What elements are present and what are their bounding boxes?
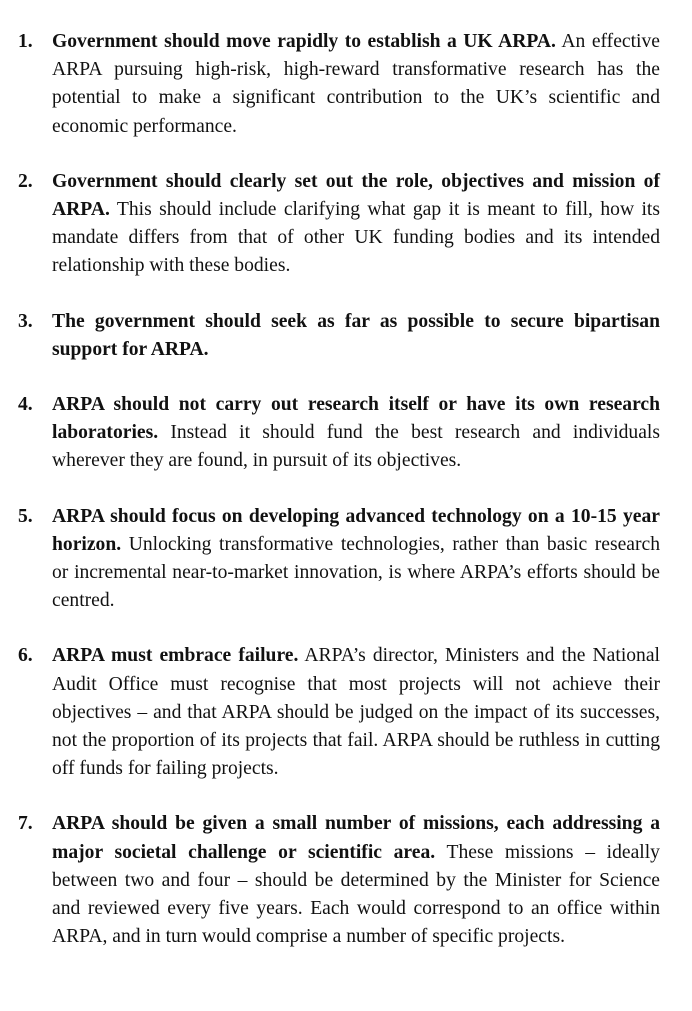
recommendation-number: 1. [18, 31, 33, 52]
recommendation-body: This should include clarifying what gap it is meant to fill, how its mandate differs from that of other UK funding bodies and its intended relationship with these bodies. [52, 199, 660, 277]
recommendation-number: 6. [18, 645, 33, 667]
recommendation-6 [0, 642, 660, 783]
recommendation-heading: The government should seek as far as possible to secure bipartisan support for ARPA. [52, 310, 660, 360]
recommendation-body: These missions – ideally between two and four – should be determined by the Minister for Science and reviewed every five years. Each would correspond to an office within ARPA, and in turn would comprise a number of specific projects. [52, 841, 660, 948]
recommendation-body: ARPA’s director, Ministers and the National Audit Office must recognise that most projects will not achieve their objectives – and that ARPA should be judged on the impact of its successes, not the proportion of its projects that fail. ARPA should be ruthless in cutting off funds for failing projects. [52, 645, 660, 780]
recommendation-number: 3. [18, 310, 33, 332]
recommendation-heading: Government should move rapidly to establish a UK ARPA. [52, 31, 556, 52]
recommendation-body: Unlocking transformative technologies, rather than basic research or incremental near-to-market innovation, is where ARPA’s efforts should be centred. [52, 533, 660, 612]
recommendation-3 [0, 308, 660, 364]
recommendation-body: Instead it should fund the best research and individuals wherever they are found, in pursuit of its objectives. [52, 422, 660, 472]
recommendation-number: 4. [18, 394, 33, 416]
recommendation-4 [0, 391, 660, 476]
recommendation-number: 7. [18, 813, 33, 835]
recommendation-number: 5. [18, 505, 33, 527]
recommendation-5 [0, 503, 660, 616]
recommendation-heading: ARPA should not carry out research itself or have its own research laboratories. [52, 394, 660, 444]
recommendation-2 [0, 168, 660, 281]
recommendation-number: 2. [18, 170, 33, 192]
recommendation-1 [0, 28, 660, 141]
recommendation-heading: ARPA should be given a small number of missions, each addressing a major societal challenge or scientific area. [52, 813, 660, 863]
recommendations-list [0, 28, 692, 978]
recommendation-heading: Government should clearly set out the role, objectives and mission of ARPA. [52, 170, 660, 221]
recommendation-heading: ARPA should focus on developing advanced technology on a 10-15 year horizon. [52, 505, 660, 555]
recommendation-body: An effective ARPA pursuing high-risk, high-reward transformative research has the potential to make a significant contribution to the UK’s scientific and economic performance. [52, 31, 660, 137]
recommendation-7 [0, 810, 660, 951]
recommendation-heading: ARPA must embrace failure. [52, 645, 299, 667]
